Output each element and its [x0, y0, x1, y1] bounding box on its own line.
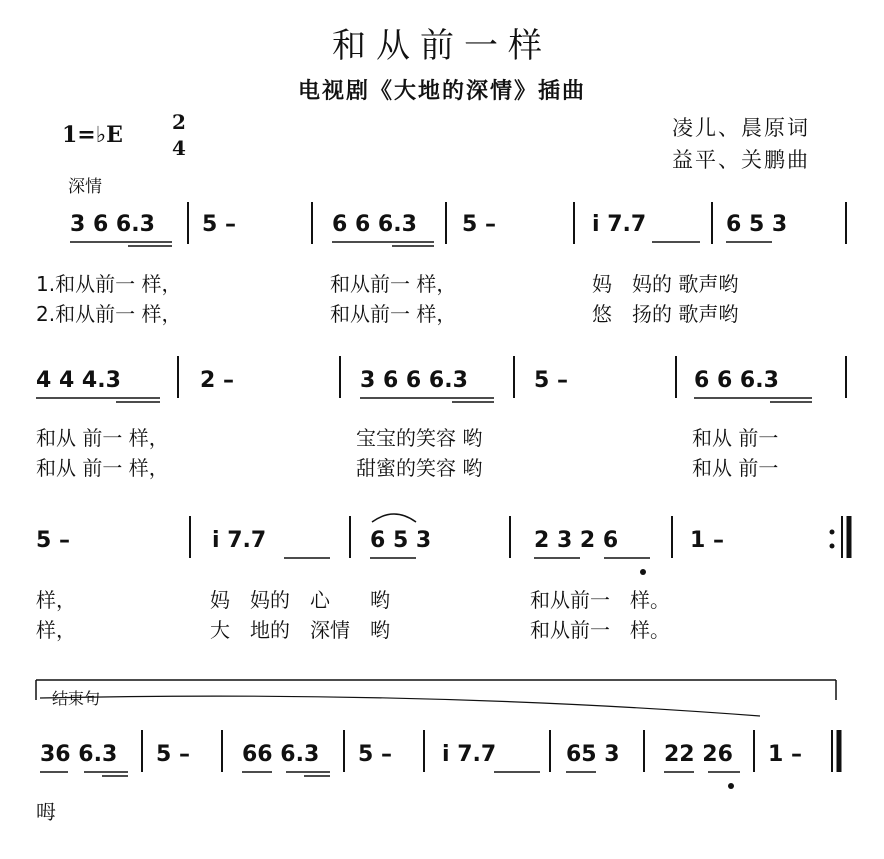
measure-notes: 5 – [156, 742, 190, 767]
slur [372, 514, 416, 522]
measure-notes: i 7.7 [212, 528, 267, 553]
song-subtitle: 电视剧《大地的深情》插曲 [297, 79, 586, 104]
measure-notes: 3 6 6.3 [70, 212, 155, 237]
lyric-line: 样， [36, 588, 76, 612]
lyric-line: 样， [36, 618, 76, 642]
tempo-marking: 深情 [68, 177, 102, 197]
measure-notes: 3 6 6 6.3 [360, 368, 468, 393]
measure-notes: 5 – [202, 212, 236, 237]
measure-notes: 65 3 [566, 742, 620, 767]
measure-notes: 5 – [534, 368, 568, 393]
lyric-line: 和从 前一 样， [36, 426, 169, 450]
lyric-line: 妈 妈的 歌声哟 [592, 272, 739, 296]
lyric-line: 2.和从前一 样， [36, 302, 182, 326]
repeat-dot [830, 530, 835, 535]
measure-notes: 6 6 6.3 [332, 212, 417, 237]
measure-notes: i 7.7 [442, 742, 497, 767]
lyric-line: 和从前一 样， [330, 302, 457, 326]
measure-notes: 6 5 3 [370, 528, 432, 553]
lyric-line: 1.和从前一 样， [36, 272, 182, 296]
lyric-line: 宝宝的笑容 哟 [356, 426, 483, 450]
lyric-line: 和从前一 样， [330, 272, 457, 296]
lyric-line: 悠 扬的 歌声哟 [592, 302, 739, 326]
measure-notes: 1 – [690, 528, 724, 553]
lyric-line: 妈 妈的 心 哟 [210, 588, 390, 612]
final-syllable: 呣 [36, 800, 56, 824]
lyric-line: 和从 前一 [692, 426, 779, 450]
measure-notes: 5 – [358, 742, 392, 767]
lyric-line: 和从 前一 样， [36, 456, 169, 480]
song-title: 和从前一样 [332, 26, 552, 66]
measure-notes: 36 6.3 [40, 742, 118, 767]
composer-credit: 益平、关鹏曲 [672, 148, 810, 172]
measure-notes: 2 – [200, 368, 234, 393]
repeat-dot [830, 544, 835, 549]
key-signature: 1=♭E [62, 122, 123, 148]
measure-notes: i 7.7 [592, 212, 647, 237]
time-signature-bottom: 4 [172, 136, 186, 160]
time-signature-top: 2 [172, 110, 186, 134]
lyricist-credit: 凌儿、晨原词 [672, 116, 810, 140]
lyric-line: 大 地的 深情 哟 [210, 618, 390, 642]
lyric-line: 和从 前一 [692, 456, 779, 480]
measure-notes: 6 5 3 [726, 212, 788, 237]
measure-notes: 5 – [36, 528, 70, 553]
measure-notes: 1 – [768, 742, 802, 767]
measure-notes: 6 6 6.3 [694, 368, 779, 393]
measure-notes: 2 3 2 6 [534, 528, 619, 553]
lyric-line: 甜蜜的笑容 哟 [356, 456, 483, 480]
measure-notes: 22 26 [664, 742, 733, 767]
lyric-line: 和从前一 样。 [530, 618, 670, 642]
slur [40, 696, 760, 716]
lyric-line: 和从前一 样。 [530, 588, 670, 612]
measure-notes: 66 6.3 [242, 742, 320, 767]
measure-notes: 5 – [462, 212, 496, 237]
measure-notes: 4 4 4.3 [36, 368, 121, 393]
low-octave-dot [728, 783, 734, 789]
low-octave-dot [640, 569, 646, 575]
ending-phrase-label: 结束句 [52, 689, 101, 708]
